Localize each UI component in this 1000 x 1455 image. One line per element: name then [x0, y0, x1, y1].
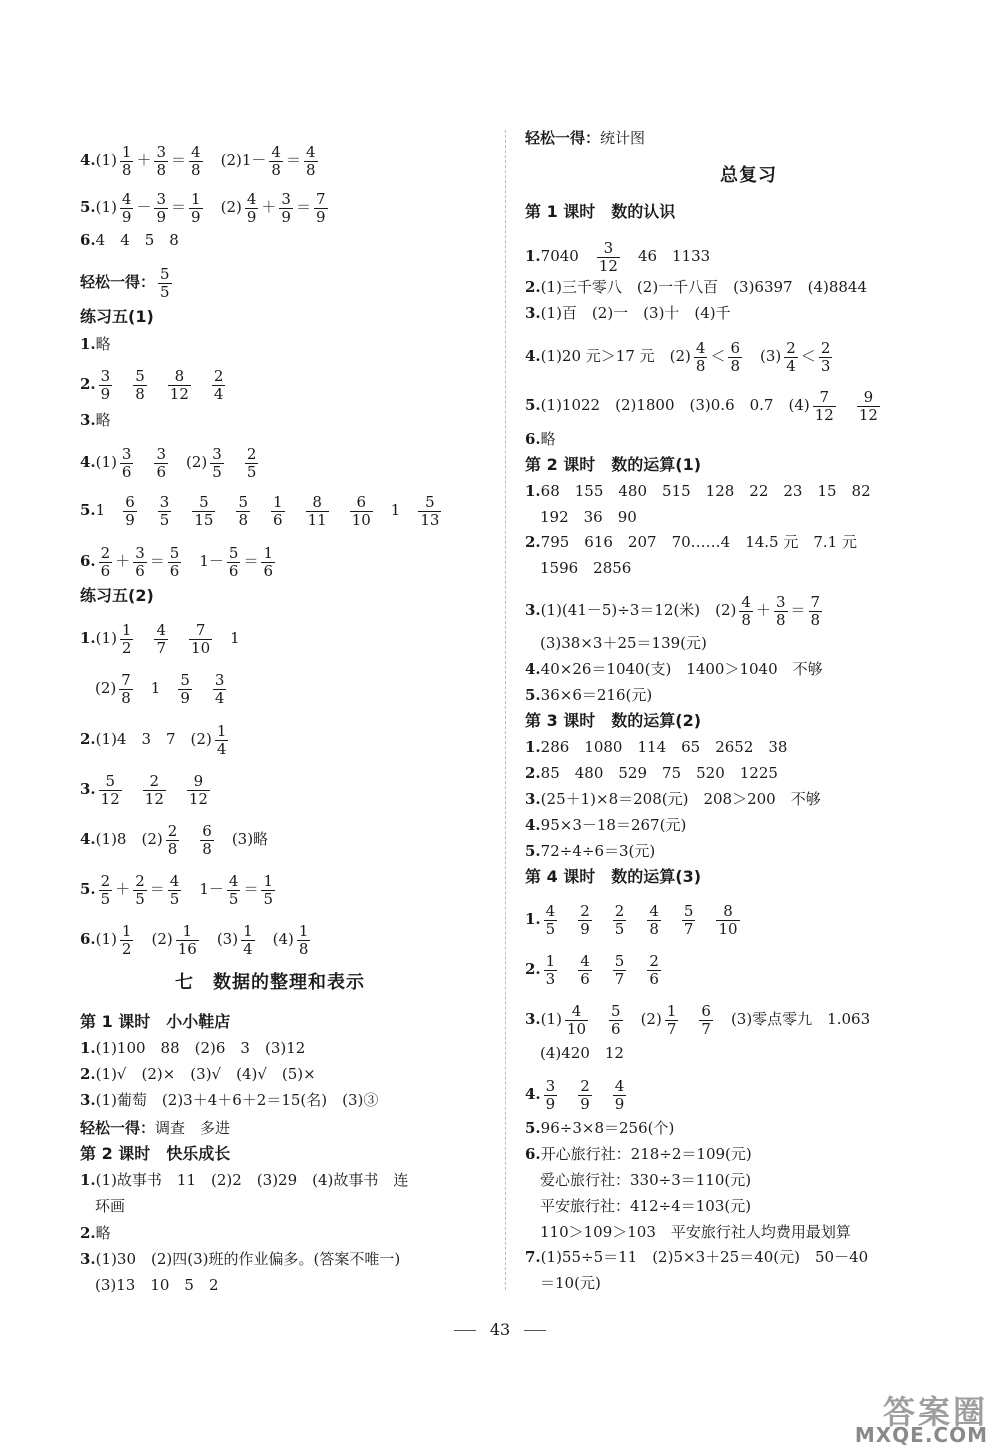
answer-line: 4.95×3－18＝267(元)	[525, 816, 687, 834]
fraction: $\frac{1}{2}$	[121, 922, 132, 958]
fraction: $\frac{3}{9}$	[100, 367, 111, 403]
answer-line: 3. $\frac{5}{12}$ $\frac{2}{12}$ $\frac{9}{12}$	[80, 772, 208, 808]
answer-line: 3.(1) $\frac{4}{10}$ $\frac{5}{6}$ (2) $\frac{1}{7}$ $\frac{6}{7}$ (3)零点零九 1.063	[525, 1002, 871, 1038]
section-heading: 第 2 课时 数的运算(1)	[525, 455, 702, 474]
chapter-title: 总复习	[720, 165, 777, 186]
fraction: $\frac{1}{6}$	[273, 493, 283, 529]
column-divider	[505, 130, 506, 1290]
answer-line: 2. $\frac{3}{9}$ $\frac{5}{8}$ $\frac{8}{12}$ $\frac{2}{4}$	[80, 367, 224, 403]
answer-line: 1.(1) $\frac{1}{2}$ $\frac{4}{7}$ $\frac{7}{10}$ 1	[80, 621, 240, 657]
answer-line: 轻松一得：统计图	[525, 129, 646, 147]
fraction: $\frac{5}{15}$	[194, 493, 214, 529]
fraction: $\frac{7}{8}$	[810, 593, 821, 629]
fraction: $\frac{8}{12}$	[169, 367, 189, 403]
answer-line: 6. $\frac{2}{6}$ ＋ $\frac{3}{6}$ ＝ $\frac{5}{6}$ 1－ $\frac{5}{6}$ ＝ $\frac{1}{6}$	[80, 544, 273, 580]
answer-line: 1.略	[80, 335, 111, 353]
watermark-logo	[828, 1387, 988, 1447]
answer-line: 2.(1)4 3 7 (2) $\frac{1}{4}$	[80, 722, 227, 758]
answer-line: 4.(1)8 (2) $\frac{2}{8}$ $\frac{6}{8}$ (3)略	[80, 822, 269, 858]
fraction: $\frac{7}{12}$	[814, 388, 834, 424]
fraction: $\frac{5}{7}$	[614, 952, 625, 988]
fraction: $\frac{4}{8}$	[649, 902, 659, 938]
fraction: $\frac{4}{9}$	[246, 190, 257, 226]
answer-line: ＝10(元)	[525, 1274, 601, 1292]
answer-line: 2.(1)三千零八 (2)一千八百 (3)6397 (4)8844	[525, 278, 868, 296]
page-number	[0, 1320, 1000, 1339]
fraction: $\frac{2}{4}$	[213, 367, 224, 403]
fraction: $\frac{5}{12}$	[100, 772, 120, 808]
fraction: $\frac{3}{12}$	[598, 239, 618, 275]
fraction: $\frac{3}{5}$	[159, 493, 170, 529]
fraction: $\frac{4}{9}$	[121, 190, 132, 226]
answer-line: 3.(1)葡萄 (2)3＋4＋6＋2＝15(名) (3)③	[80, 1091, 379, 1109]
chapter-title: 七 数据的整理和表示	[175, 972, 365, 993]
fraction: $\frac{2}{4}$	[786, 339, 796, 375]
answer-line: 5.1 $\frac{6}{9}$ $\frac{3}{5}$ $\frac{5}{15}$ $\frac{5}{8}$ $\frac{1}{6}$ $\frac{8}{11}$ $\frac{6}{10}$ 1 $\frac{5}{13}$	[80, 493, 440, 529]
answer-line: 1596 2856	[525, 559, 632, 577]
answer-line: 3.(1)百 (2)一 (3)十 (4)千	[525, 304, 731, 322]
fraction: $\frac{1}{5}$	[263, 872, 273, 908]
fraction: $\frac{1}{8}$	[121, 143, 132, 179]
section-heading: 第 3 课时 数的运算(2)	[525, 711, 702, 730]
fraction: $\frac{2}{5}$	[246, 445, 257, 481]
answer-line: (4)420 12	[525, 1044, 624, 1062]
fraction: $\frac{9}{12}$	[858, 388, 878, 424]
fraction: $\frac{3}{9}$	[281, 190, 291, 226]
fraction: $\frac{4}{5}$	[545, 902, 556, 938]
answer-line: 3.略	[80, 411, 111, 429]
fraction: $\frac{6}{10}$	[351, 493, 371, 529]
fraction: $\frac{2}{9}$	[580, 1077, 590, 1113]
fraction: $\frac{7}{8}$	[121, 671, 131, 707]
answer-line: 平安旅行社：412÷4＝103(元)	[525, 1197, 752, 1215]
answer-line: 6.(1) $\frac{1}{2}$ (2) $\frac{1}{16}$ (3) $\frac{1}{4}$ (4) $\frac{1}{8}$	[80, 922, 309, 958]
answer-line: 1. $\frac{4}{5}$ $\frac{2}{9}$ $\frac{2}{5}$ $\frac{4}{8}$ $\frac{5}{7}$ $\frac{8}{10}$	[525, 902, 738, 938]
answer-line: (3)13 10 5 2	[80, 1276, 219, 1294]
fraction: $\frac{6}{8}$	[202, 822, 212, 858]
fraction: $\frac{8}{10}$	[718, 902, 738, 938]
answer-line: 5. $\frac{2}{5}$ ＋ $\frac{2}{5}$ ＝ $\frac{4}{5}$ 1－ $\frac{4}{5}$ ＝ $\frac{1}{5}$	[80, 872, 273, 908]
answer-line: 192 36 90	[525, 508, 637, 526]
watermark-text: 答案圈	[882, 1393, 988, 1431]
answer-line: 4.40×26＝1040(支) 1400＞1040 不够	[525, 660, 823, 678]
fraction: $\frac{2}{6}$	[100, 544, 111, 580]
answer-line: 2.795 616 207 70……4 14.5 元 7.1 元	[525, 533, 857, 551]
answer-line: (2) $\frac{7}{8}$ 1 $\frac{5}{9}$ $\frac{3}{4}$	[80, 671, 225, 707]
answer-line: 6.开心旅行社：218÷2＝109(元)	[525, 1145, 752, 1163]
watermark-url: MXQE.COM	[854, 1423, 988, 1447]
fraction: $\frac{3}{8}$	[156, 143, 167, 179]
fraction: $\frac{2}{5}$	[100, 872, 111, 908]
fraction: $\frac{4}{8}$	[271, 143, 281, 179]
fraction: $\frac{6}{9}$	[125, 493, 135, 529]
fraction: $\frac{5}{8}$	[238, 493, 248, 529]
fraction: $\frac{4}{7}$	[156, 621, 167, 657]
answer-line: 环画	[80, 1197, 126, 1215]
fraction: $\frac{5}{13}$	[420, 493, 440, 529]
answer-line: 110＞109＞103 平安旅行社人均费用最划算	[525, 1223, 851, 1241]
fraction: $\frac{1}{8}$	[298, 922, 309, 958]
fraction: $\frac{5}{6}$	[611, 1002, 621, 1038]
answer-line: (3)38×3＋25＝139(元)	[525, 634, 707, 652]
fraction: $\frac{8}{11}$	[307, 493, 327, 529]
answer-line: 5.72÷4÷6＝3(元)	[525, 842, 656, 860]
answer-line: 6.略	[525, 430, 556, 448]
fraction: $\frac{1}{16}$	[177, 922, 197, 958]
answer-line: 1.7040 $\frac{3}{12}$ 46 1133	[525, 239, 711, 275]
fraction: $\frac{4}{5}$	[169, 872, 180, 908]
answer-line: 4. $\frac{3}{9}$ $\frac{2}{9}$ $\frac{4}{9}$	[525, 1077, 625, 1113]
answer-line: 5.(1) $\frac{4}{9}$ － $\frac{3}{9}$ ＝ $\frac{1}{9}$ (2) $\frac{4}{9}$ ＋ $\frac{3}{9}$ ＝ $\frac{7}{9}$	[80, 190, 326, 226]
answer-line: 2.85 480 529 75 520 1225	[525, 764, 778, 782]
fraction: $\frac{1}{7}$	[666, 1002, 677, 1038]
fraction: $\frac{7}{10}$	[191, 621, 211, 657]
answer-line: 5.96÷3×8＝256(个)	[525, 1119, 675, 1137]
answer-line: 7.(1)55÷5＝11 (2)5×3＋25＝40(元) 50－40	[525, 1248, 869, 1266]
section-heading: 练习五(2)	[80, 586, 154, 605]
fraction: $\frac{3}{6}$	[121, 445, 132, 481]
page-number-text: 43	[489, 1320, 511, 1339]
fraction: $\frac{1}{9}$	[191, 190, 201, 226]
fraction: $\frac{3}{8}$	[775, 593, 786, 629]
fraction: $\frac{9}{12}$	[188, 772, 208, 808]
fraction: $\frac{5}{6}$	[228, 544, 239, 580]
answer-line: 2.(1)√ (2)× (3)√ (4)√ (5)×	[80, 1065, 316, 1083]
fraction: $\frac{1}{2}$	[121, 621, 132, 657]
fraction: $\frac{5}{5}$	[160, 265, 170, 301]
fraction: $\frac{4}{10}$	[566, 1002, 587, 1038]
fraction: $\frac{5}{6}$	[169, 544, 180, 580]
fraction: $\frac{1}{6}$	[263, 544, 273, 580]
fraction: $\frac{2}{3}$	[820, 339, 831, 375]
fraction: $\frac{4}{9}$	[614, 1077, 625, 1113]
answer-line: 1.(1)故事书 11 (2)2 (3)29 (4)故事书 连	[80, 1171, 409, 1189]
fraction: $\frac{4}{8}$	[695, 339, 706, 375]
fraction: $\frac{1}{3}$	[545, 952, 556, 988]
fraction: $\frac{3}{6}$	[156, 445, 167, 481]
answer-line: 2.略	[80, 1224, 111, 1242]
fraction: $\frac{2}{8}$	[167, 822, 178, 858]
fraction: $\frac{2}{6}$	[649, 952, 659, 988]
fraction: $\frac{2}{9}$	[580, 902, 590, 938]
answer-line: 6.4 4 5 8	[80, 231, 179, 249]
fraction: $\frac{6}{8}$	[730, 339, 740, 375]
answer-line: 4.(1) $\frac{3}{6}$ $\frac{3}{6}$ (2) $\frac{3}{5}$ $\frac{2}{5}$	[80, 445, 257, 481]
fraction: $\frac{3}{6}$	[135, 544, 145, 580]
answer-line: 轻松一得：调查 多进	[80, 1119, 231, 1137]
section-heading: 第 1 课时 小小鞋店	[80, 1012, 231, 1031]
fraction: $\frac{3}{4}$	[214, 671, 225, 707]
answer-line: 5.(1)1022 (2)1800 (3)0.6 0.7 (4) $\frac{7}{12}$ $\frac{9}{12}$	[525, 388, 878, 424]
answer-line: 轻松一得： $\frac{5}{5}$	[80, 265, 170, 301]
fraction: $\frac{1}{4}$	[243, 922, 253, 958]
fraction: $\frac{4}{8}$	[191, 143, 201, 179]
answer-line: 2. $\frac{1}{3}$ $\frac{4}{6}$ $\frac{5}{7}$ $\frac{2}{6}$	[525, 952, 659, 988]
answer-line: 爱心旅行社：330÷3＝110(元)	[525, 1171, 752, 1189]
fraction: $\frac{4}{5}$	[228, 872, 239, 908]
answer-line: 4.(1)20 元＞17 元 (2) $\frac{4}{8}$ ＜ $\frac{6}{8}$ (3) $\frac{2}{4}$ ＜ $\frac{2}{3}$	[525, 339, 831, 375]
fraction: $\frac{3}{9}$	[545, 1077, 556, 1113]
fraction: $\frac{3}{5}$	[212, 445, 222, 481]
answer-line: 1.286 1080 114 65 2652 38	[525, 738, 788, 756]
section-heading: 练习五(1)	[80, 307, 154, 326]
fraction: $\frac{4}{8}$	[741, 593, 751, 629]
answer-line: 3.(1)(41－5)÷3＝12(米) (2) $\frac{4}{8}$ ＋ $\frac{3}{8}$ ＝ $\frac{7}{8}$	[525, 593, 821, 629]
section-heading: 第 2 课时 快乐成长	[80, 1144, 231, 1163]
fraction: $\frac{5}{7}$	[683, 902, 694, 938]
fraction: $\frac{6}{7}$	[701, 1002, 711, 1038]
fraction: $\frac{2}{5}$	[614, 902, 625, 938]
fraction: $\frac{7}{9}$	[315, 190, 326, 226]
fraction: $\frac{2}{5}$	[135, 872, 145, 908]
answer-line: 5.36×6＝216(元)	[525, 686, 653, 704]
fraction: $\frac{1}{4}$	[216, 722, 227, 758]
answer-line: 3.(1)30 (2)四(3)班的作业偏多。(答案不唯一)	[80, 1250, 401, 1268]
answer-line: 4.(1) $\frac{1}{8}$ ＋ $\frac{3}{8}$ ＝ $\frac{4}{8}$ (2)1－ $\frac{4}{8}$ ＝ $\frac{4}{8}$	[80, 143, 316, 179]
fraction: $\frac{4}{8}$	[305, 143, 316, 179]
fraction: $\frac{3}{9}$	[156, 190, 167, 226]
fraction: $\frac{2}{12}$	[144, 772, 164, 808]
answer-line: 1.68 155 480 515 128 22 23 15 82	[525, 482, 871, 500]
section-heading: 第 1 课时 数的认识	[525, 202, 676, 221]
fraction: $\frac{5}{9}$	[180, 671, 190, 707]
section-heading: 第 4 课时 数的运算(3)	[525, 867, 702, 886]
answer-line: 1.(1)100 88 (2)6 3 (3)12	[80, 1039, 306, 1057]
fraction: $\frac{4}{6}$	[580, 952, 590, 988]
fraction: $\frac{5}{8}$	[135, 367, 145, 403]
answer-line: 3.(25＋1)×8＝208(元) 208＞200 不够	[525, 790, 821, 808]
